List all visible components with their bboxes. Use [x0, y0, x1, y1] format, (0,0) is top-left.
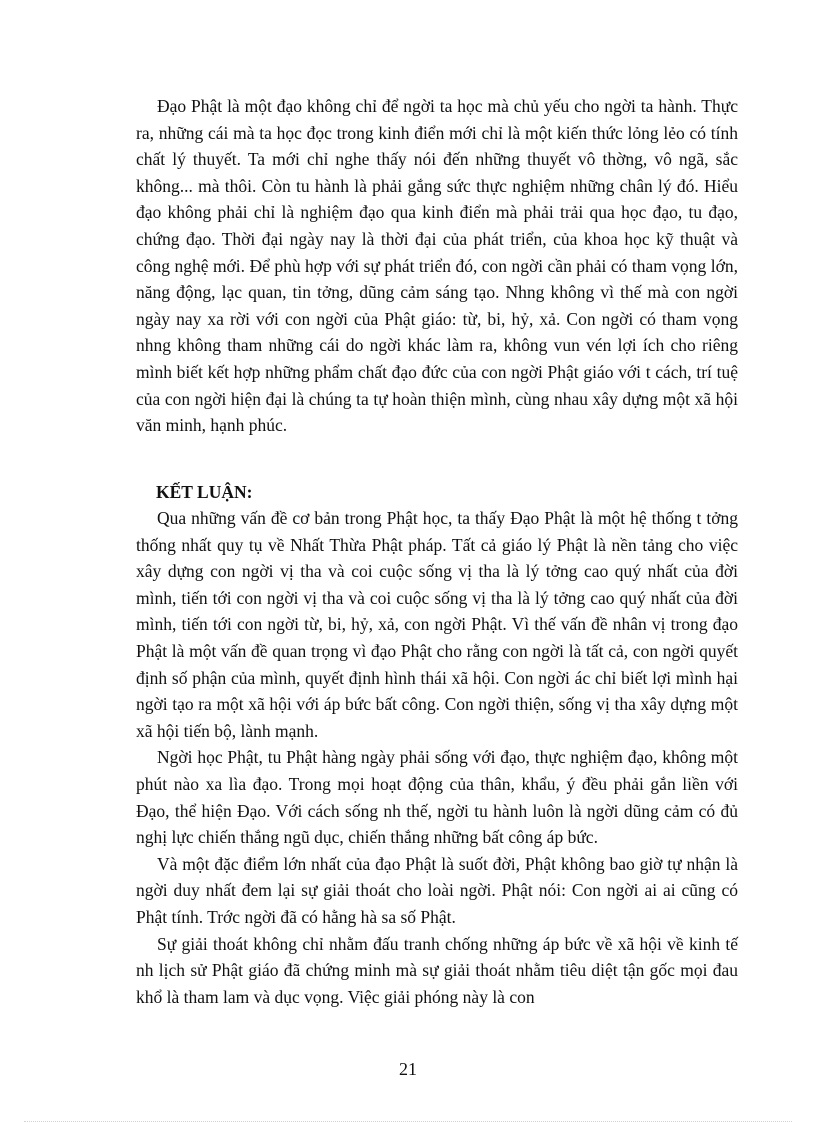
conclusion-section	[136, 479, 738, 1010]
intro-paragraph: Đạo Phật là một đạo không chỉ để ngời ta học mà chủ yếu cho ngời ta hành. Thực ra, những cái mà ta học đọc trong kinh điển mới chỉ là một kiến thức lỏng lẻo có tính chất lý thuyết. Ta mới chỉ nghe thấy nói đến những thuyết vô thờng, vô ngã, sắc không... mà thôi. Còn tu hành là phải gắng sức thực nghiệm những chân lý đó. Hiểu đạo không phải chỉ là nghiệm đạo qua kinh điển mà phải trải qua học đạo, tu đạo, chứng đạo. Thời đại ngày nay là thời đại của phát triển, của khoa học kỹ thuật và công nghệ mới. Để phù hợp với sự phát triển đó, con ngời cần phải có tham vọng lớn, năng động, lạc quan, tin tởng, dũng cảm sáng tạo. Nhng không vì thế mà con ngời ngày nay xa rời với con ngời của Phật giáo: từ, bi, hỷ, xả. Con ngời có tham vọng nhng không tham những cái do ngời khác làm ra, không vun vén lợi ích cho riêng mình biết kết hợp những phẩm chất đạo đức của con ngời Phật giáo với t cách, trí tuệ của con ngời hiện đại là chúng ta tự hoàn thiện mình, cùng nhau xây dựng một xã hội văn minh, hạnh phúc.	[136, 96, 738, 436]
conclusion-paragraph-3: Và một đặc điểm lớn nhất của đạo Phật là suốt đời, Phật không bao giờ tự nhận là ngời duy nhất đem lại sự giải thoát cho loài ngời. Phật nói: Con ngời ai ai cũng có Phật tính. Trớc ngời đã có hằng hà sa số Phật.	[136, 853, 738, 927]
conclusion-heading: KẾT LUẬN:	[156, 482, 253, 502]
page-bottom-rule	[24, 1121, 792, 1122]
page-number: 21	[399, 1059, 417, 1079]
conclusion-paragraph-2: Ngời học Phật, tu Phật hàng ngày phải sống với đạo, thực nghiệm đạo, không một phút nào xa lìa đạo. Trong mọi hoạt động của thân, khẩu, ý đều phải gắn liền với Đạo, thể hiện Đạo. Với cách sống nh thế, ngời tu hành luôn là ngời dũng cảm có đủ nghị lực chiến thắng ngũ dục, chiến thắng những bất công áp bức.	[136, 747, 738, 848]
intro-section	[136, 93, 738, 439]
conclusion-paragraph-1: Qua những vấn đề cơ bản trong Phật học, ta thấy Đạo Phật là một hệ thống t tởng thống nhất quy tụ về Nhất Thừa Phật pháp. Tất cả giáo lý Phật là nền tảng cho việc xây dựng con ngời vị tha và coi cuộc sống vị tha là lý tởng cao quý nhất của đời mình, tiến tới con ngời vị tha và coi cuộc sống vị tha là lý tởng cao quý nhất của đời mình, tiến tới con ngời từ, bi, hỷ, xả, con ngời Phật. Vì thế vấn đề nhân vị trong đạo Phật là một vấn đề quan trọng vì đạo Phật cho rằng con ngời là tất cả, con ngời quyết định số phận của mình, quyết định hình thái xã hội. Con ngời ác chỉ biết lợi mình hại ngời tạo ra một xã hội với áp bức bất công. Con ngời thiện, sống vị tha xây dựng một xã hội tiến bộ, lành mạnh.	[136, 508, 738, 741]
conclusion-paragraph-4: Sự giải thoát không chỉ nhằm đấu tranh chống những áp bức về xã hội về kinh tế nh lịch sử Phật giáo đã chứng minh mà sự giải thoát nhằm tiêu diệt tận gốc mọi đau khổ là tham lam và dục vọng. Việc giải phóng này là con	[136, 933, 738, 1007]
